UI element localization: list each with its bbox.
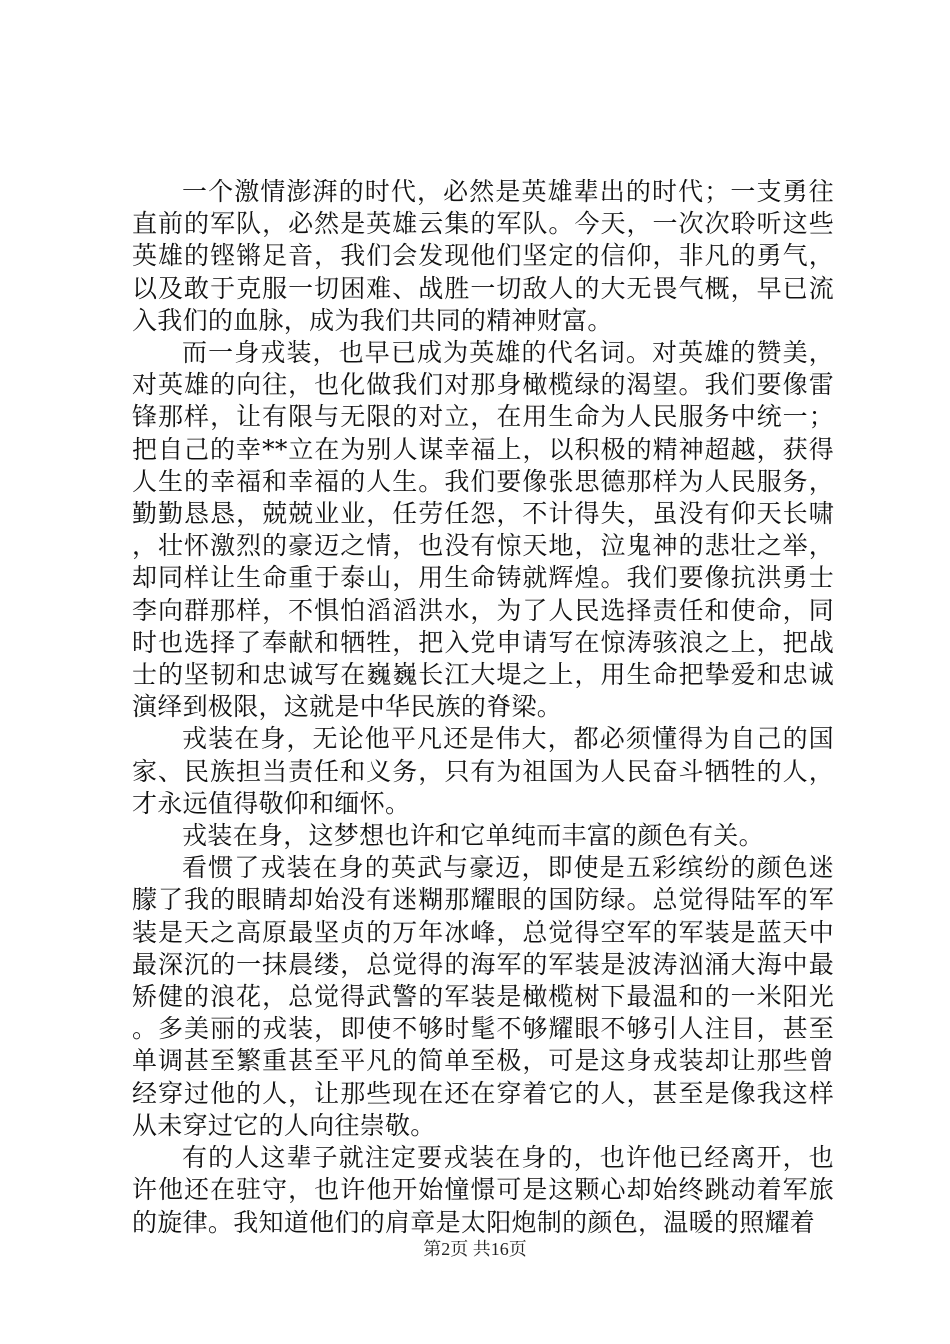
paragraph-6: 有的人这辈子就注定要戎装在身的，也许他已经离开，也许他还在驻守，也许他开始憧憬可是这颗心却始终跳动着军旅的旋律。我知道他们的肩章是太阳炮制的颜色，温暖的照耀着	[132, 1143, 834, 1237]
paragraph-1: 一个激情澎湃的时代，必然是英雄辈出的时代；一支勇往直前的军队，必然是英雄云集的军队。今天，一次次聆听这些英雄的铿锵足音，我们会发现他们坚定的信仰，非凡的勇气，以及敢于克服一切困难、战胜一切敌人的大无畏气概，早已流入我们的血脉，成为我们共同的精神财富。	[132, 177, 834, 335]
paragraph-4: 戎装在身，这梦想也许和它单纯而丰富的颜色有关。	[182, 821, 764, 851]
paragraph-3: 戎装在身，无论他平凡还是伟大，都必须懂得为自己的国家、民族担当责任和义务，只有为祖国为人民奋斗牺牲的人，才永远值得敬仰和缅怀。	[132, 724, 834, 818]
page-number-label: 第2页 共16页	[423, 1239, 527, 1259]
page-footer	[0, 1237, 950, 1261]
document-body	[132, 176, 834, 1239]
paragraph-5: 看惯了戎装在身的英武与豪迈，即使是五彩缤纷的颜色迷朦了我的眼睛却始没有迷糊那耀眼的国防绿。总觉得陆军的军装是天之高原最坚贞的万年冰峰，总觉得空军的军装是蓝天中最深沉的一抹晨缕，总觉得的海军的军装是波涛汹涌大海中最矫健的浪花，总觉得武警的军装是橄榄树下最温和的一米阳光。多美丽的戎装，即使不够时髦不够耀眼不够引人注目，甚至单调甚至繁重甚至平凡的简单至极，可是这身戎装却让那些曾经穿过他的人，让那些现在还在穿着它的人，甚至是像我这样从未穿过它的人向往崇敬。	[132, 853, 834, 1140]
paragraph-2: 而一身戎装，也早已成为英雄的代名词。对英雄的赞美，对英雄的向往，也化做我们对那身橄榄绿的渴望。我们要像雷锋那样，让有限与无限的对立，在用生命为人民服务中统一；把自己的幸**立在为别人谋幸福上，以积极的精神超越，获得人生的幸福和幸福的人生。我们要像张思德那样为人民服务，勤勤恳恳，兢兢业业，任劳任怨，不计得失，虽没有仰天长啸，壮怀激烈的豪迈之情，也没有惊天地，泣鬼神的悲壮之举，却同样让生命重于泰山，用生命铸就辉煌。我们要像抗洪勇士李向群那样，不惧怕滔滔洪水，为了人民选择责任和使命，同时也选择了奉献和牺牲，把入党申请写在惊涛骇浪之上，把战士的坚韧和忠诚写在巍巍长江大堤之上，用生命把挚爱和忠诚演绎到极限，这就是中华民族的脊梁。	[132, 338, 834, 722]
